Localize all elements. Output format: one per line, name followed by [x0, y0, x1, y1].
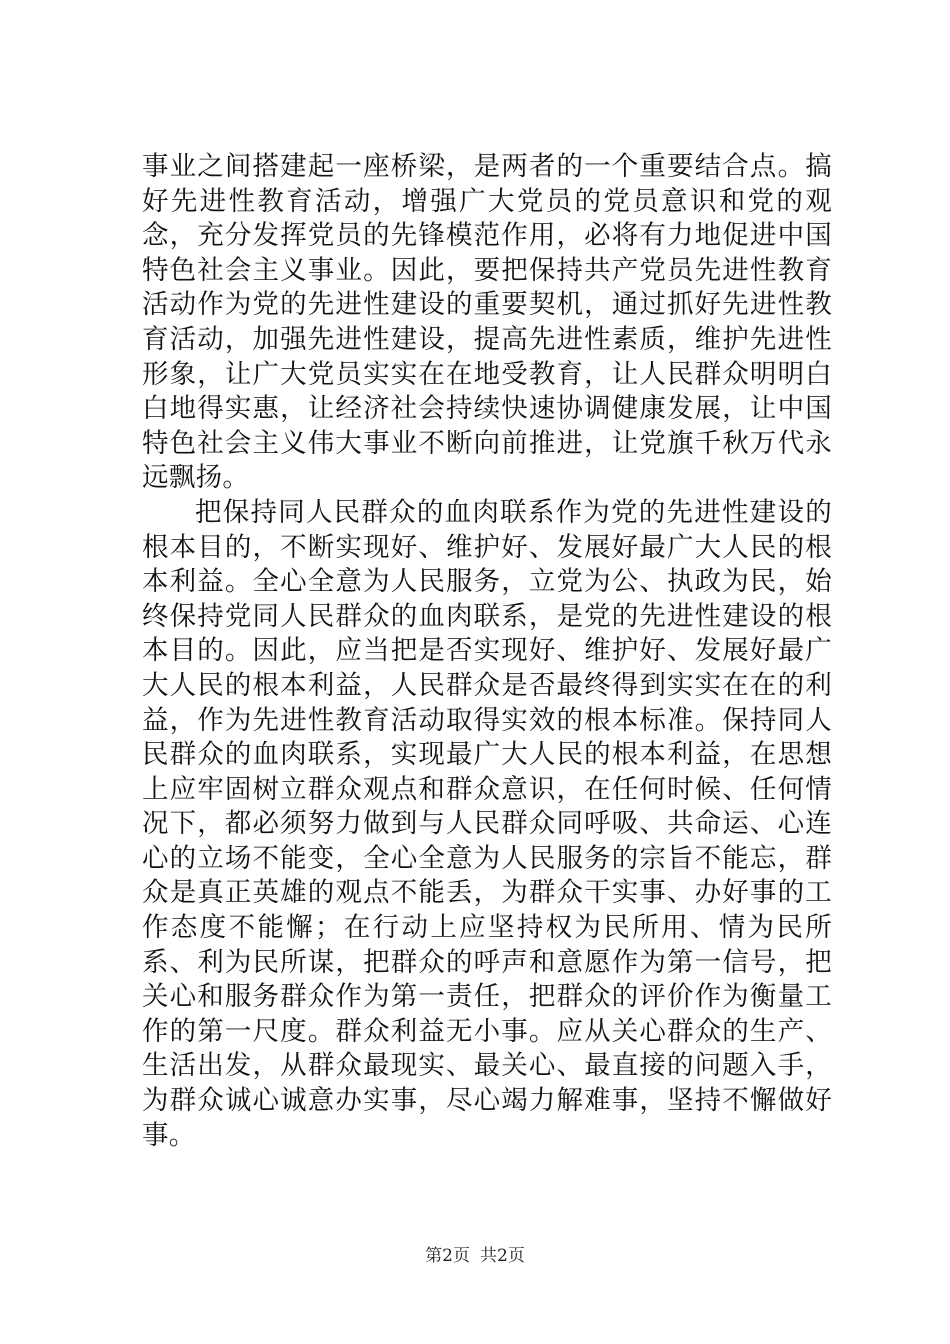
page-footer: [0, 1244, 950, 1268]
document-body: [142, 150, 832, 1153]
paragraph-2: 把保持同人民群众的血肉联系作为党的先进性建设的根本目的，不断实现好、维护好、发展好最广大人民的根本利益。全心全意为人民服务，立党为公、执政为民，始终保持党同人民群众的血肉联系，是党的先进性建设的根本目的。因此，应当把是否实现好、维护好、发展好最广大人民的根本利益，人民群众是否最终得到实实在在的利益，作为先进性教育活动取得实效的根本标准。保持同人民群众的血肉联系，实现最广大人民的根本利益，在思想上应牢固树立群众观点和群众意识，在任何时候、任何情况下，都必须努力做到与人民群众同呼吸、共命运、心连心的立场不能变，全心全意为人民服务的宗旨不能忘，群众是真正英雄的观点不能丢，为群众干实事、办好事的工作态度不能懈；在行动上应坚持权为民所用、情为民所系、利为民所谋，把群众的呼声和意愿作为第一信号，把关心和服务群众作为第一责任，把群众的评价作为衡量工作的第一尺度。群众利益无小事。应从关心群众的生产、生活出发，从群众最现实、最关心、最直接的问题入手，为群众诚心诚意办实事，尽心竭力解难事，坚持不懈做好事。: [142, 496, 832, 1151]
page-number: 第2页: [425, 1246, 470, 1266]
page-total: 共2页: [480, 1246, 525, 1266]
paragraph-1: 事业之间搭建起一座桥梁，是两者的一个重要结合点。搞好先进性教育活动，增强广大党员的党员意识和党的观念，充分发挥党员的先锋模范作用，必将有力地促进中国特色社会主义事业。因此，要把保持共产党员先进性教育活动作为党的先进性建设的重要契机，通过抓好先进性教育活动，加强先进性建设，提高先进性素质，维护先进性形象，让广大党员实实在在地受教育，让人民群众明明白白地得实惠，让经济社会持续快速协调健康发展，让中国特色社会主义伟大事业不断向前推进，让党旗千秋万代永远飘扬。: [142, 151, 832, 494]
